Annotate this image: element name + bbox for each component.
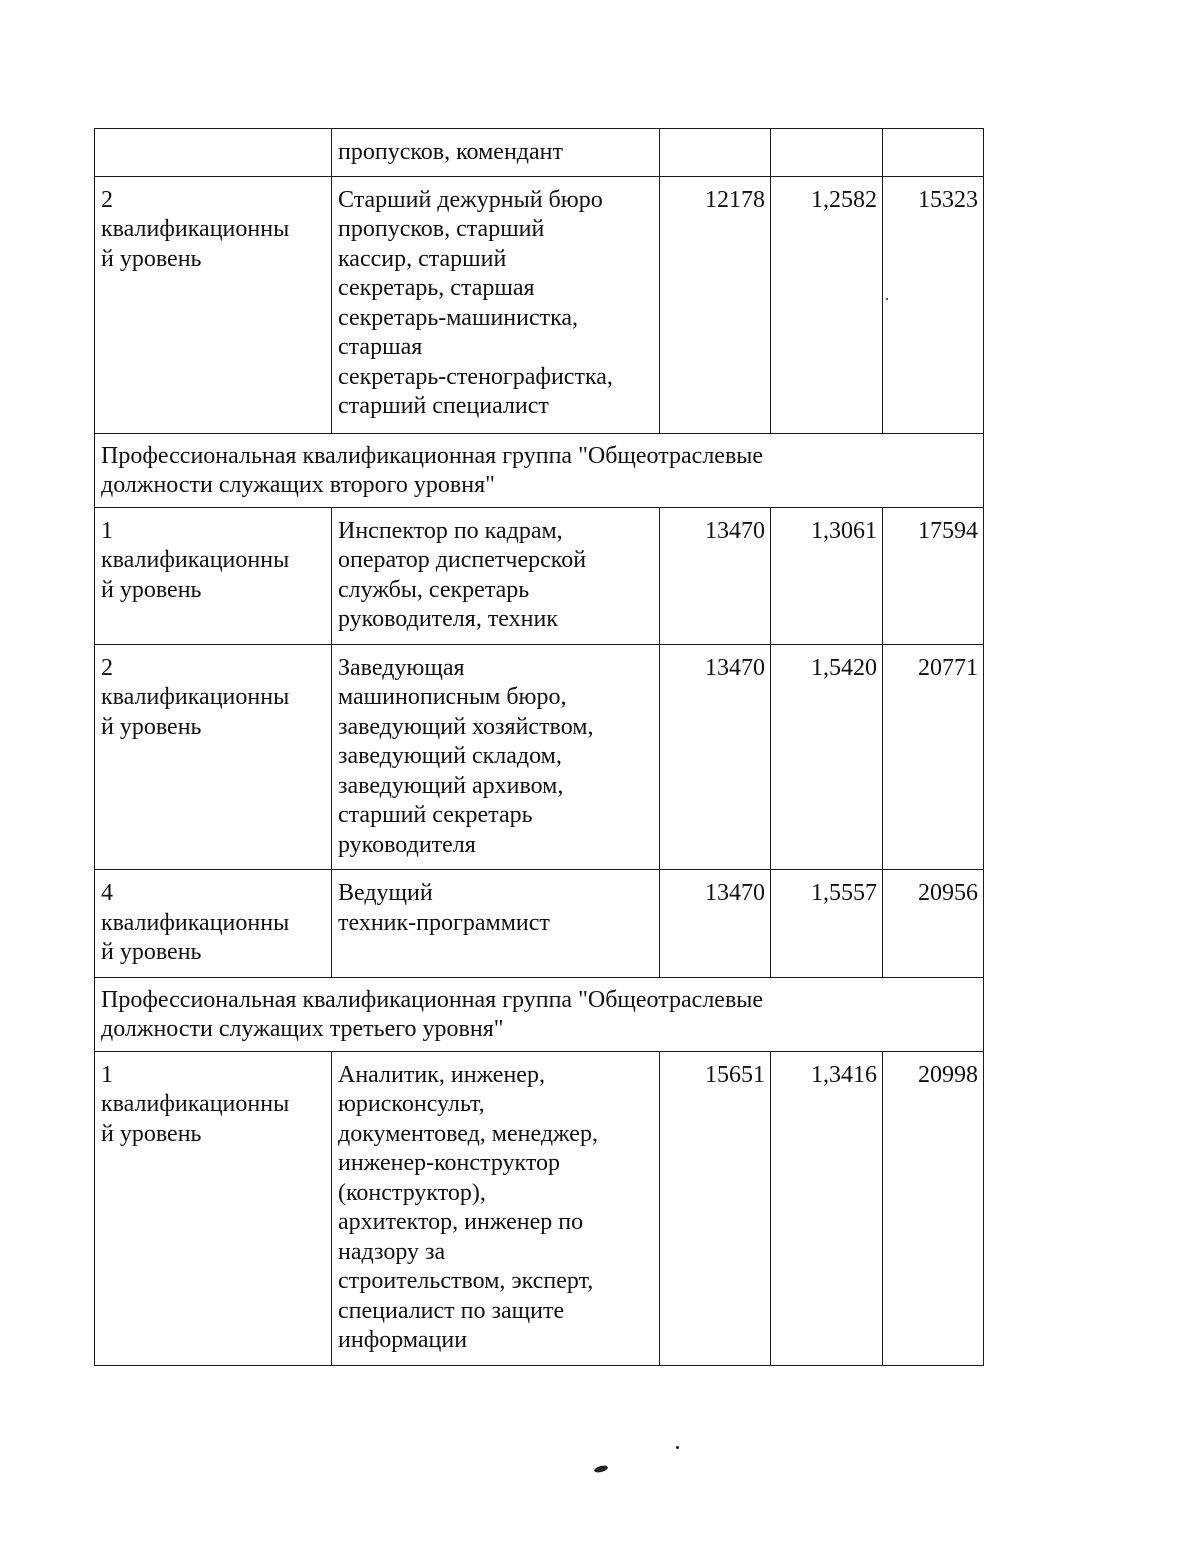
group-header-row xyxy=(95,977,984,1051)
salary-cell: 20956 xyxy=(883,870,984,978)
base-salary-cell: 12178 xyxy=(660,176,771,433)
group-header-row xyxy=(95,433,984,507)
coefficient-cell: 1,5420 xyxy=(771,644,883,870)
table-row-continuation xyxy=(95,129,984,177)
positions-cell: Старший дежурный бюро пропусков, старший кассир, старший секретарь, старшая секретарь-машинистка, старшая секретарь-стенографистка, старший специалист xyxy=(332,176,660,433)
table-row xyxy=(95,176,984,433)
positions-cell: пропусков, комендант xyxy=(332,129,660,177)
level-cell xyxy=(95,129,332,177)
base-salary-cell xyxy=(660,129,771,177)
salary-cell xyxy=(883,129,984,177)
level-cell: 4 квалификационны й уровень xyxy=(95,870,332,978)
table-row xyxy=(95,870,984,978)
level-cell: 1 квалификационны й уровень xyxy=(95,507,332,644)
scan-speck xyxy=(886,298,888,300)
salary-cell: 15323 xyxy=(883,176,984,433)
base-salary-cell: 15651 xyxy=(660,1051,771,1365)
base-salary-cell: 13470 xyxy=(660,644,771,870)
scan-speck xyxy=(676,1446,679,1449)
group-title: Профессиональная квалификационная группа "Общеотраслевые должности служащих третьего уровня" xyxy=(95,977,984,1051)
level-cell: 1 квалификационны й уровень xyxy=(95,1051,332,1365)
salary-cell: 17594 xyxy=(883,507,984,644)
table-row xyxy=(95,1051,984,1365)
coefficient-cell: 1,2582 xyxy=(771,176,883,433)
positions-cell: Заведующая машинописным бюро, заведующий хозяйством, заведующий складом, заведующий архивом, старший секретарь руководителя xyxy=(332,644,660,870)
coefficient-cell: 1,5557 xyxy=(771,870,883,978)
coefficient-cell: 1,3416 xyxy=(771,1051,883,1365)
positions-cell: Инспектор по кадрам, оператор диспетчерской службы, секретарь руководителя, техник xyxy=(332,507,660,644)
salary-cell: 20771 xyxy=(883,644,984,870)
level-cell: 2 квалификационны й уровень xyxy=(95,644,332,870)
coefficient-cell xyxy=(771,129,883,177)
coefficient-cell: 1,3061 xyxy=(771,507,883,644)
base-salary-cell: 13470 xyxy=(660,507,771,644)
positions-cell: Аналитик, инженер, юрисконсульт, документовед, менеджер, инженер-конструктор (конструктор), архитектор, инженер по надзору за строительством, эксперт, специалист по защите информации xyxy=(332,1051,660,1365)
salary-cell: 20998 xyxy=(883,1051,984,1365)
table-row xyxy=(95,507,984,644)
table-row xyxy=(95,644,984,870)
positions-cell: Ведущий техник-программист xyxy=(332,870,660,978)
base-salary-cell: 13470 xyxy=(660,870,771,978)
salary-table xyxy=(94,128,984,1366)
level-cell: 2 квалификационны й уровень xyxy=(95,176,332,433)
group-title: Профессиональная квалификационная группа "Общеотраслевые должности служащих второго уровня" xyxy=(95,433,984,507)
scan-speck xyxy=(593,1464,608,1473)
